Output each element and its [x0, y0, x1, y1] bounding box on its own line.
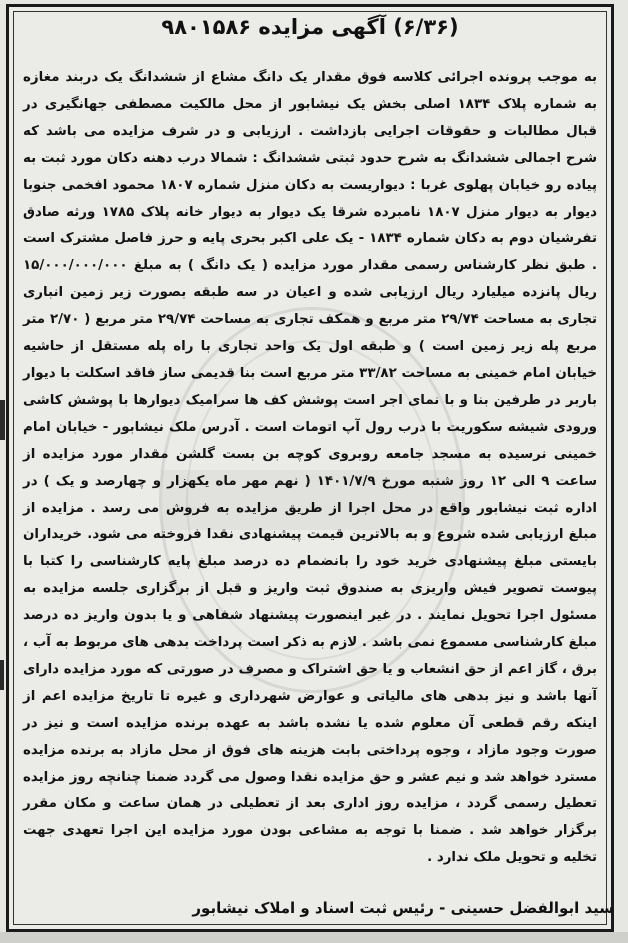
notice-frame [6, 4, 614, 932]
scan-edge-mark [0, 660, 4, 690]
notice-title: (۶/۳۶) آگهی مزایده ۹۸۰۱۵۸۶ [161, 15, 459, 39]
notice-body [23, 65, 597, 872]
scan-bottom-edge [0, 932, 628, 943]
scan-edge-mark [0, 400, 5, 440]
notice-signature: سید ابوالفضل حسینی - رئیس ثبت اسناد و املاک نیشابور [192, 899, 614, 917]
notice-body-paragraph: به موجب پرونده اجرائی کلاسه فوق مقدار یک دانگ مشاع از ششدانگ یک دربند مغازه به شماره پلاک ۱۸۳۴ اصلی بخش یک نیشابور از محل مالکیت مصطفی جهانگیری در قبال مطالبات و حقوقات اجرایی بازداشت . ارزیابی و در شرف مزایده می باشد که شرح اجمالی ششدانگ به شرح حدود ثبتی ششدانگ : شمالا درب دهنه دکان مورد ثبت به پیاده رو خیابان پهلوی غربا : دیواریست به دکان منزل شماره ۱۸۰۷ محمود افخمی جنوبا دیوار به دیوار منزل ۱۸۰۷ نامبرده شرقا یک دیوار به دیوار خانه پلاک ۱۷۸۵ ورثه صادق تفرشیان دوم به دکان شماره ۱۸۳۴ - یک علی اکبر بحری پایه و حرز فاصل مشترک است . طبق نظر کارشناس رسمی مقدار مورد مزایده ( یک دانگ ) به مبلغ ۱۵/۰۰۰/۰۰۰/۰۰۰ ریال پانزده میلیارد ریال ارزیابی شده و اعیان در سه طبقه بصورت زیر زمین انباری تجاری به مساحت ۲۹/۷۴ متر مربع و همکف تجاری به مساحت ۲۹/۷۴ متر مربع ( ۲/۷۰ متر مربع پله زیر زمین است ) و طبقه اول یک واحد تجاری با راه پله مستقل از حاشیه خیابان امام خمینی به مساحت ۳۳/۸۲ متر مربع است بنا قدیمی ساز فاقد اسکلت با دیوار باربر در طرفین بنا و با نمای اجر است پوشش کف ها سرامیک دیوارها با پوشش کاشی ورودی شیشه سکوریت با درب رول آپ اتومات است . آدرس ملک نیشابور - خیابان امام خمینی نرسیده به مسجد جامعه روبروی کوچه بن بست گلشن مقدار مورد مزایده از ساعت ۹ الی ۱۲ روز شنبه مورخ ۱۴۰۱/۷/۹ ( نهم مهر ماه یکهزار و چهارصد و یک ) در اداره ثبت نیشابور واقع در محل اجرا از طریق مزایده به فروش می رسد . مزایده از مبلغ ارزیابی شده شروع و به بالاترین قیمت پیشنهادی نقدا فروخته می شود. خریداران بایستی مبلغ پیشنهادی خرید خود را بانضمام ده درصد مبلغ پایه کارشناسی را کتبا با پیوست تصویر فیش واریزی به صندوق ثبت واریز و قبل از برگزاری جلسه مزایده به مسئول اجرا تحویل نمایند . در غیر اینصورت پیشنهاد شفاهی و یا بدون واریز ده درصد مبلغ کارشناسی مسموع نمی باشد . لازم به ذکر است پرداخت بدهی های مربوط به آب ، برق ، گاز اعم از حق انشعاب و یا حق اشتراک و مصرف در صورتی که مورد مزایده دارای آنها باشد و نیز بدهی های مالیاتی و عوارض شهرداری و غیره تا تاریخ مزایده اعم از اینکه رقم قطعی آن معلوم شده یا نشده باشد به عهده برنده مزایده است و نیز در صورت وجود مازاد ، وجوه پرداختی بابت هزینه های فوق از محل مازاد به برنده مزایده مسترد خواهد شد و نیم عشر و حق مزایده نقدا وصول می گردد ضمنا چنانچه روز مزایده تعطیل رسمی گردد ، مزایده روز اداری بعد از تعطیلی در همان ساعت و مکان مقرر برگزار خواهد شد . ضمنا با توجه به مشاعی بودن مورد مزایده این اجرا تعهدی جهت تخلیه و تحویل ملک ندارد . [23, 70, 598, 866]
